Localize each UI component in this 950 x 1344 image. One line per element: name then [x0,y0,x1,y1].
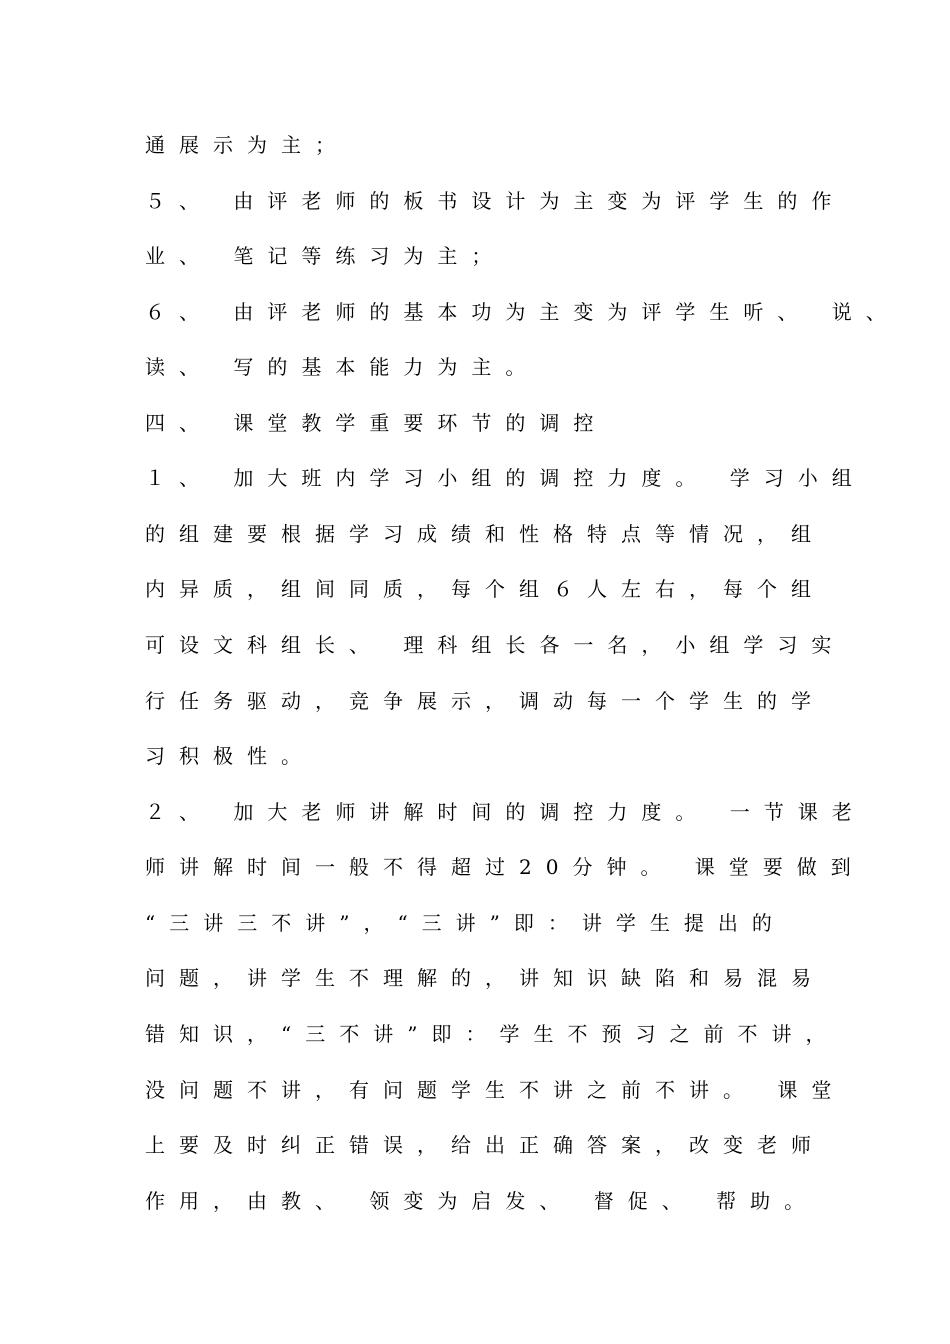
text-line: 上要及时纠正错误，给出正确答案，改变老师 [145,1133,825,1157]
text-line: 的组建要根据学习成绩和性格特点等情况，组 [145,522,825,546]
text-line: 作用，由教、 领变为启发、 督促、 帮助。 [145,1189,819,1213]
text-line: 错知识，“三不讲”即：学生不预习之前不讲， [145,1022,840,1046]
text-line: １、 加大班内学习小组的调控力度。 学习小组 [145,466,866,490]
text-line: 没问题不讲，有问题学生不讲之前不讲。 课堂 [145,1078,846,1102]
text-line: 内异质，组间同质，每个组６人左右，每个组 [145,577,825,601]
section-heading: 四、 课堂教学重要环节的调控 [145,411,608,435]
text-line: 读、 写的基本能力为主。 [145,355,540,379]
text-line: ２、 加大老师讲解时间的调控力度。 一节课老 [145,800,866,824]
text-line: “三讲三不讲”，“三讲”即：讲学生提出的 [145,911,786,935]
text-line: 问题，讲学生不理解的，讲知识缺陷和易混易 [145,966,825,990]
text-line: ５、 由评老师的板书设计为主变为评学生的作 [145,189,846,213]
text-line: 业、 笔记等练习为主； [145,244,506,268]
text-line: 师讲解时间一般不得超过20分钟。 课堂要做到 [145,855,865,879]
text-line: 行任务驱动，竞争展示，调动每一个学生的学 [145,689,825,713]
text-line: 习积极性。 [145,744,315,768]
text-line: 可设文科组长、 理科组长各一名，小组学习实 [145,633,846,657]
text-line: 通展示为主； [145,133,349,157]
text-line: ６、 由评老师的基本功为主变为评学生听、 说、 [145,300,900,324]
